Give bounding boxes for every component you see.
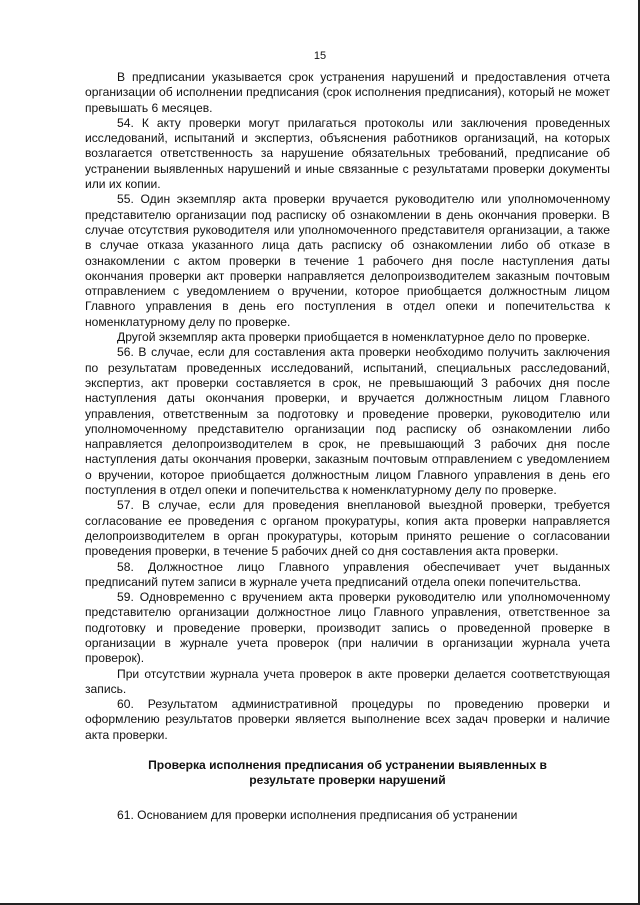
paragraph: Другой экземпляр акта проверки приобщается в номенклатурное дело по проверке. xyxy=(117,330,591,345)
paragraph: 59. Одновременно с вручением акта проверки руководителю или уполномоченному представителю организации должностное лицо Главного управления, ответственное за подготовку и проведение проверки, производит запись о проведенной проверке в организации в журнале учета проверок (при наличии в организации журнала учета проверок). xyxy=(85,590,610,666)
paragraph: В предписании указывается срок устранения нарушений и предоставления отчета организации об исполнении предписания (срок исполнения предписания), который не может превышать 6 месяцев. xyxy=(85,70,610,115)
paragraph: 57. В случае, если для проведения внеплановой выездной проверки, требуется согласование ее проведения с органом прокуратуры, копия акта проверки направляется делопроизводителем в орган прокуратуры, которым принято решение о согласовании проведения проверки, в течение 5 рабочих дней со дня составления акта проверки. xyxy=(85,498,610,559)
paragraph: 58. Должностное лицо Главного управления обеспечивает учет выданных предписаний путем записи в журнале учета предписаний отдела опеки попечительства. xyxy=(85,559,610,589)
paragraph: 61. Основанием для проверки исполнения предписания об устранении xyxy=(117,807,518,822)
section-heading: Проверка исполнения предписания об устранении выявленных в результате проверки нарушений xyxy=(148,758,547,788)
document-body xyxy=(85,70,610,823)
paragraph: 55. Один экземпляр акта проверки вручается руководителю или уполномоченному представителю организации под расписку об ознакомлении в день окончания проверки. В случае отсутствия руководителя или уполномоченного представителя организации, а также в случае отказа указанного лица дать расписку об ознакомлении либо об отказе в ознакомлении с актом проверки в течение 1 рабочего дня после наступления даты окончания проверки акт проверки направляется делопроизводителем заказным почтовым отправлением с уведомлением о вручении, которое приобщается должностным лицом Главного управления в день его поступления в отдел опеки и попечительства к номенклатурному делу по проверке. xyxy=(85,192,610,329)
paragraph: 54. К акту проверки могут прилагаться протоколы или заключения проведенных исследований, испытаний и экспертиз, объяснения работников организаций, на которых возлагается ответственность за нарушение обязательных требований, предписание об устранении выявленных нарушений и иные связанные с результатами проверки документы или их копии. xyxy=(85,115,610,192)
paragraph: 60. Результатом административной процедуры по проведению проверки и оформлению результатов проверки является выполнение всех задач проверки и наличие акта проверки. xyxy=(85,697,610,742)
paragraph: 56. В случае, если для составления акта проверки необходимо получить заключения по результатам проведенных исследований, испытаний, специальных расследований, экспертиз, акт проверки составляется в срок, не превышающий 3 рабочих дня после наступления даты окончания проверки, и вручается должностным лицом Главного управления, ответственным за подготовку и проведение проверки, руководителю или уполномоченному представителю организации под расписку об ознакомлении либо направляется делопроизводителем в срок, не превышающий 3 рабочих дня после наступления даты окончания проверки, заказным почтовым отправлением с уведомлением о вручении, которое приобщается должностным лицом Главного управления в день его поступления в отдел опеки и попечительства к номенклатурному делу по проверке. xyxy=(85,345,610,498)
page-number: 15 xyxy=(313,50,327,62)
paragraph: При отсутствии журнала учета проверок в акте проверки делается соответствующая запись. xyxy=(85,666,610,696)
